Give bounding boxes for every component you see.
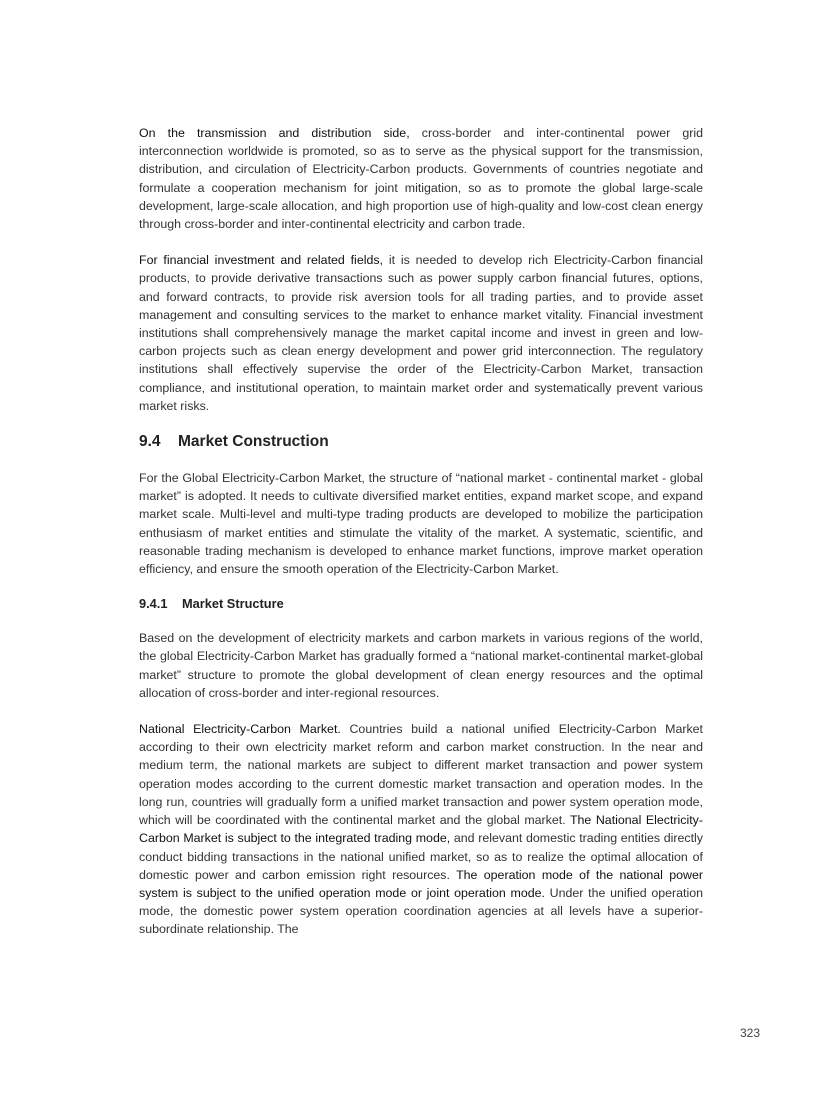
paragraph-market-structure: Based on the development of electricity markets and carbon markets in various regions of the world, the global Electricity-Carbon Market has gradually formed a “national market-continental market-global market” structure to promote the global development of clean energy resources and the optimal allocation of cross-border and inter-regional resources. — [139, 631, 703, 700]
paragraph-emphasis: The National Electricity-Carbon Market is subject to the integrated trading mode, — [139, 813, 703, 846]
paragraph-body: cross-border and inter-continental power grid interconnection worldwide is promoted, so as to serve as the physical support for the transmission, distribution, and circulation of Electricity-Carbon products. Governments of countries negotiate and formulate a cooperation mechanism for joint mitigation, so as to promote the global large-scale development, large-scale allocation, and high proportion use of high-quality and low-cost clean energy through cross-border and inter-continental electricity and carbon trade. — [139, 126, 703, 232]
paragraph-national-market — [139, 720, 703, 938]
section-title: Market Construction — [178, 433, 329, 451]
paragraph-lead: For financial investment and related fields, — [139, 253, 383, 268]
paragraph-lead: National Electricity-Carbon Market. — [139, 722, 341, 737]
paragraph-body: it is needed to develop rich Electricity-Carbon financial products, to provide derivative transactions such as power supply carbon financial futures, options, and forward contracts, to provide risk aversion tools for all trading parties, and to provide asset management and consulting services to the market to enhance market vitality. Financial investment institutions shall comprehensively manage the market capital income and invest in green and low-carbon projects such as clean energy development and power grid interconnection. The regulatory institutions shall effectively supervise the order of the Electricity-Carbon Market, transaction compliance, and institutional operation, to maintain market order and systematically prevent various market risks. — [139, 253, 703, 413]
paragraph-body: and relevant domestic trading entities directly conduct bidding transactions in the national unified market, so as to realize the optimal allocation of domestic power and carbon emission right resources. — [139, 831, 703, 882]
paragraph-body: Under the unified operation mode, the domestic power system operation coordination agencies at all levels have a superior-subordinate relationship. The — [139, 885, 703, 937]
subsection-number: 9.4.1 — [139, 596, 168, 612]
paragraph-emphasis: The operation mode of the national power system is subject to the unified operation mode or joint operation mode. — [139, 867, 703, 900]
paragraph-market-construction: For the Global Electricity-Carbon Market, the structure of “national market - continental market - global market” is adopted. It needs to cultivate diversified market entities, expand market scope, and expand market scale. Multi-level and multi-type trading products are developed to mobilize the participation enthusiasm of market entities and stimulate the vitality of the market. A systematic, scientific, and reasonable trading mechanism is developed to enhance market functions, improve market operation efficiency, and ensure the smooth operation of the Electricity-Carbon Market. — [139, 471, 703, 577]
paragraph-transmission-distribution — [139, 124, 703, 233]
paragraph-financial-investment — [139, 251, 703, 415]
page-number: 323 — [740, 1026, 761, 1040]
paragraph-lead: On the transmission and distribution side, — [139, 126, 410, 140]
section-number: 9.4 — [139, 433, 161, 451]
section-heading — [139, 431, 703, 453]
subsection-title: Market Structure — [182, 596, 284, 612]
subsection-heading — [139, 595, 703, 613]
text-column — [139, 124, 703, 939]
paragraph-body: Countries build a national unified Electricity-Carbon Market according to their own electricity market reform and carbon market construction. In the near and medium term, the national markets are subject to different market transaction and power system operation modes according to the current domestic market transaction and operation modes. In the long run, countries will gradually form a unified market transaction and power system operation mode, which will be coordinated with the continental market and the global market. — [139, 722, 703, 828]
